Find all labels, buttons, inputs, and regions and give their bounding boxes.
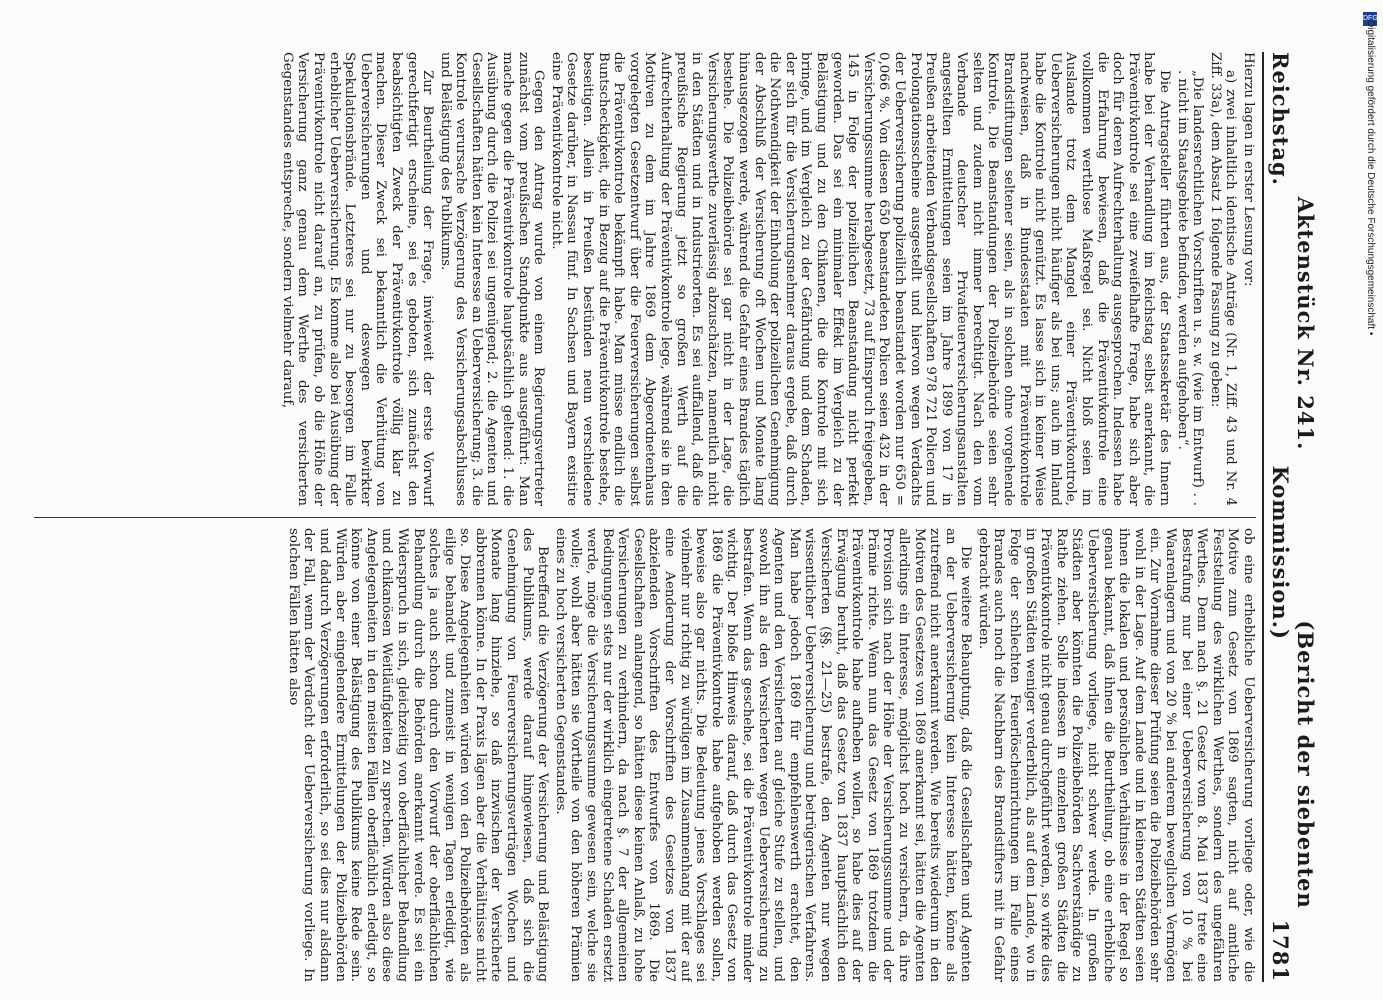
digitization-note (1358, 20, 1378, 1000)
right-column-paragraph: Betreffend die Verzögerung der Versicherung und Belästigung des Publikums, werde darauf hingewiesen, daß sich die Genehmigung von Feuerversicherungsverträgen Wochen und Monate lang hinziehe, so daß inzwischen der Versicherte abbrennen könne. In der Praxis lägen aber die Verhältnisse nicht so. Diese Angelegenheiten würden von den Polizeibehörden als eilige behandelt und zumeist in wenigen Tagen erledigt, wie solches ja auch schon durch den Vorwurf der oberflächlichen Behandlung durch die Behörden anerkannt werde. Es sei ein Widerspruch in sich, gleichzeitig von oberflächlicher Behandlung und chikanösen Weitläufigkeiten zu sprechen. Würden also diese Angelegenheiten in den meisten Fällen oberflächlich erledigt, so könne von einer Belästigung des Publikums keine Rede sein. Würden aber eingehendere Ermittelungen der Polizeibehörden und dadurch Verzögerungen erforderlich, so sei dies nur alsdann der Fall, wenn der Verdacht der Ueberversicherung vorliege. In solchen Fällen hätten also (285, 528, 551, 982)
left-column (34, 52, 1256, 506)
header-left: Reichstag. (1268, 52, 1293, 186)
column-divider (34, 517, 1256, 518)
document-page (34, 52, 1318, 982)
right-column-paragraph: Die weitere Behauptung, daß die Gesellschaften und Agenten an der Ueberversicherung kein Interesse hätten, könne als zutreffend nicht anerkannt werden. Wie bereits wiederum in den Motiven des Gesetzes von 1869 anerkannt sei, hätten die Agenten allerdings ein Interesse, möglichst hoch zu versichern, da ihre Provision sich nach der Höhe der Versicherungssumme und der Prämie richte. Wenn nun das Gesetz von 1869 trotzdem die Präventivkontrole habe aufheben wollen, so habe dies auf der Erwägung beruht, daß das Gesetz von 1837 hauptsächlich den Versicherten (§§. 21—25) bestrafe, den Agenten nur wegen wissentlicher Ueberversicherung und betrügerischen Verfahrens. Man habe jedoch 1869 für empfehlenswerth erachtet, den Agenten und den Versicherten auf gleiche Stufe zu stellen, und sowohl ihn als den Versicherten wegen Ueberversicherung zu bestrafen. Wenn das geschehe, sei die Präventivkontrole minder wichtig. Der bloße Hinweis darauf, daß durch das Gesetz von 1869 die Präventivkontrole habe aufgehoben werden sollen, beweise also gar nichts. Die Bedeutung jenes Vorschlages sei vielmehr nur richtig zu würdigen im Zusammenhang mit der auf eine Aenderung der Vorschriften des Gesetzes von 1837 abzielenden Vorschriften des Entwurfes von 1869. Die Gesellschaften anlangend, so hätten diese keinen Anlaß, zu hohe Versicherungen zu verhindern, da nach §. 7 der allgemeinen Bedingungen stets nur der wirklich eingetretene Schaden ersetzt werde, möge die Versicherungssumme gewesen sein, welche sie wolle; wohl aber hätten sie Vortheile von den höheren Prämien eines zu hoch versicherten Gegenstandes. (552, 528, 974, 982)
left-column-paragraph: Gegen den Antrag wurde von einem Regierungsvertreter zunächst vom preußischen Standpunkte aus ausgeführt: Man mache gegen die Präventivkontrole hauptsächlich geltend: 1. die Ausübung durch die Polizei sei ungenügend; 2. die Agenten und Gesellschaften hätten kein Interesse an Ueberversicherung; 3. die Kontrole verursache Verzögerung des Versicherungsabschlusses und Belästigung des Publikums. (437, 52, 547, 506)
left-column-paragraph: Zur Beurtheilung der Frage, inwieweit der erste Vorwurf gerechtfertigt erscheine, sei es geboten, sich zunächst den beabsichtigten Zweck der Präventivkontrole völlig klar zu machen. Dieser Zweck sei bekanntlich die Verhütung von Ueberversicherungen und deswegen bewirkter Spekulationsbrände. Letzteres sei nur zu besorgen im Falle erheblicher Ueberversicherung. Es komme also bei Ausübung der Präventivkontrole nicht darauf an, zu prüfen, ob die Höhe der Versicherung ganz genau dem Werthe des versicherten Gegenstandes entspreche, sondern vielmehr darauf, (279, 52, 436, 506)
page-header (1262, 52, 1318, 982)
header-center (1268, 186, 1318, 920)
digitization-note-text: Digitalisierung gefördert durch die Deutsche Forschungsgemeinschaft • (1365, 20, 1376, 336)
dfg-logo: DFG (1363, 12, 1377, 26)
left-column-paragraph: Die Antragsteller führten aus, der Staatssekretär des Innern habe bei der Verhandlung im Reichstag selbst anerkannt, die Präventivkontrole sei eine zweifelhafte Frage, habe sich aber doch für deren Aufrechterhaltung ausgesprochen. Indessen habe die Erfahrung bewiesen, daß die Präventivkontrole eine vollkommen werthlose Maßregel sei. Nicht bloß seien im Auslande trotz dem Mangel einer Präventivkontrole, Ueberversicherungen nicht häufiger als bei uns; auch im Inland habe die Kontrole nicht genützt. Es lasse sich in keiner Weise nachweisen, daß in Bundesstaaten mit Präventivkontrole Brandstiftungen seltener seien, als in solchen ohne vorgehende Kontrole. Die Beanstandungen der Polizeibehörde seien sehr selten und zudem nicht immer berechtigt. Nach den vom Verbande deutscher Privatfeuerversicherungsanstalten angestellten Ermittelungen seien im Jahre 1899 von 17 in Preußen arbeitenden Verbandsgesellschaften 978 721 Policen und Prolongationsscheine ausgestellt und hiervon wegen Verdachts der Ueberversicherung polizeilich beanstandet worden nur 650 = 0,066 %. Von diesen 650 beanstandeten Policen seien 432 in der Versicherungssumme herabgesetzt, 73 auf Einspruch freigegeben, 145 in Folge der polizeilichen Beanstandung nicht perfekt geworden. Das sei ein minimaler Effekt im Vergleich zu der Belästigung und zu den Chikanen, die die Kontrole mit sich bringe, und im Vergleich zu der Gefährdung und dem Schaden, der sich für die Versicherungsnehmer daraus ergebe, daß durch die Nothwendigkeit der Einholung der polizeilichen Genehmigung der Abschluß der Versicherung oft Wochen und Monate lang hinausgezogen werde, während die Gefahr eines Brandes täglich bestehe. Die Polizeibehörde sei gar nicht in der Lage, die Versicherungswerthe zuverlässig abzuschätzen, namentlich nicht in den Städten und in Industrieorten. Es sei auffallend, daß die preußische Regierung jetzt so großen Werth auf die Aufrechterhaltung der Präventivkontrole lege, während sie in den Motiven zu dem im Jahre 1869 dem Abgeordnetenhaus vorgelegten Gesetzentwurf über die Feuerversicherungen selbst die Präventivkontrole bekämpft habe. Man müsse endlich die Buntscheckigkeit, die in Bezug auf die Präventivkontrole bestehe, beseitigen. Allein in Preußen bestünden neun verschiedene Gesetze darüber, in Nassau fünf. In Sachsen und Bayern existire eine Präventivkontrole nicht. (548, 52, 1173, 506)
right-column-paragraph: ob eine erhebliche Ueberversicherung vorliege oder, wie die Motive zum Gesetz von 1869 sagten, nicht auf amtliche Feststellung des wirklichen Werthes, sondern des ungefähren Werthes. Denn nach §. 21 Gesetz vom 8. Mai 1837 trete eine Bestrafung nur bei einer Ueberversicherung von 10 % bei Waarenlagern und von 20 % bei anderem beweglichen Vermögen ein. Zur Vornahme dieser Prüfung seien die Polizeibehörden sehr wohl in der Lage. Auf dem Lande und in kleineren Städten seien ihnen die lokalen und persönlichen Verhältnisse in der Regel so genau bekannt, daß ihnen die Beurtheilung, ob eine erhebliche Ueberversicherung vorliege, nicht schwer werde. In großen Städten aber könnten die Polizeibehörden Sachverständige zu Rathe ziehen. Solle indessen in einzelnen großen Städten die Präventivkontrole nicht genau durchgeführt werden, so wirke dies in großen Städten weniger verderblich, als auf dem Lande, wo in Folge der schlechten Feuerlöscheinrichtungen im Falle eines Brandes auch noch die Nachbarn des Brandstifters mit in Gefahr gebracht würden. (975, 528, 1256, 982)
left-column-paragraph: a) zwei inhaltlich identische Anträge (Nr. 1, Ziff. 43 und Nr. 4 Ziff. 33a), dem Absatz 1 folgende Fassung zu geben: (1207, 52, 1239, 506)
left-column-paragraph: Hierzu lagen in erster Lesung vor: (1241, 52, 1256, 287)
right-column (34, 528, 1256, 982)
left-column-paragraph: „Die landesrechtlichen Vorschriften u. s. w. (wie im Entwurf) . . . nicht im Staatsgebiete befinden, werden aufgehoben“. (1174, 70, 1206, 506)
header-document-title: Aktenstück Nr. 241. (1293, 196, 1318, 451)
page-number: 1781 (1268, 919, 1293, 982)
header-report-title: (Bericht der siebenten Kommission.) (1268, 465, 1318, 909)
